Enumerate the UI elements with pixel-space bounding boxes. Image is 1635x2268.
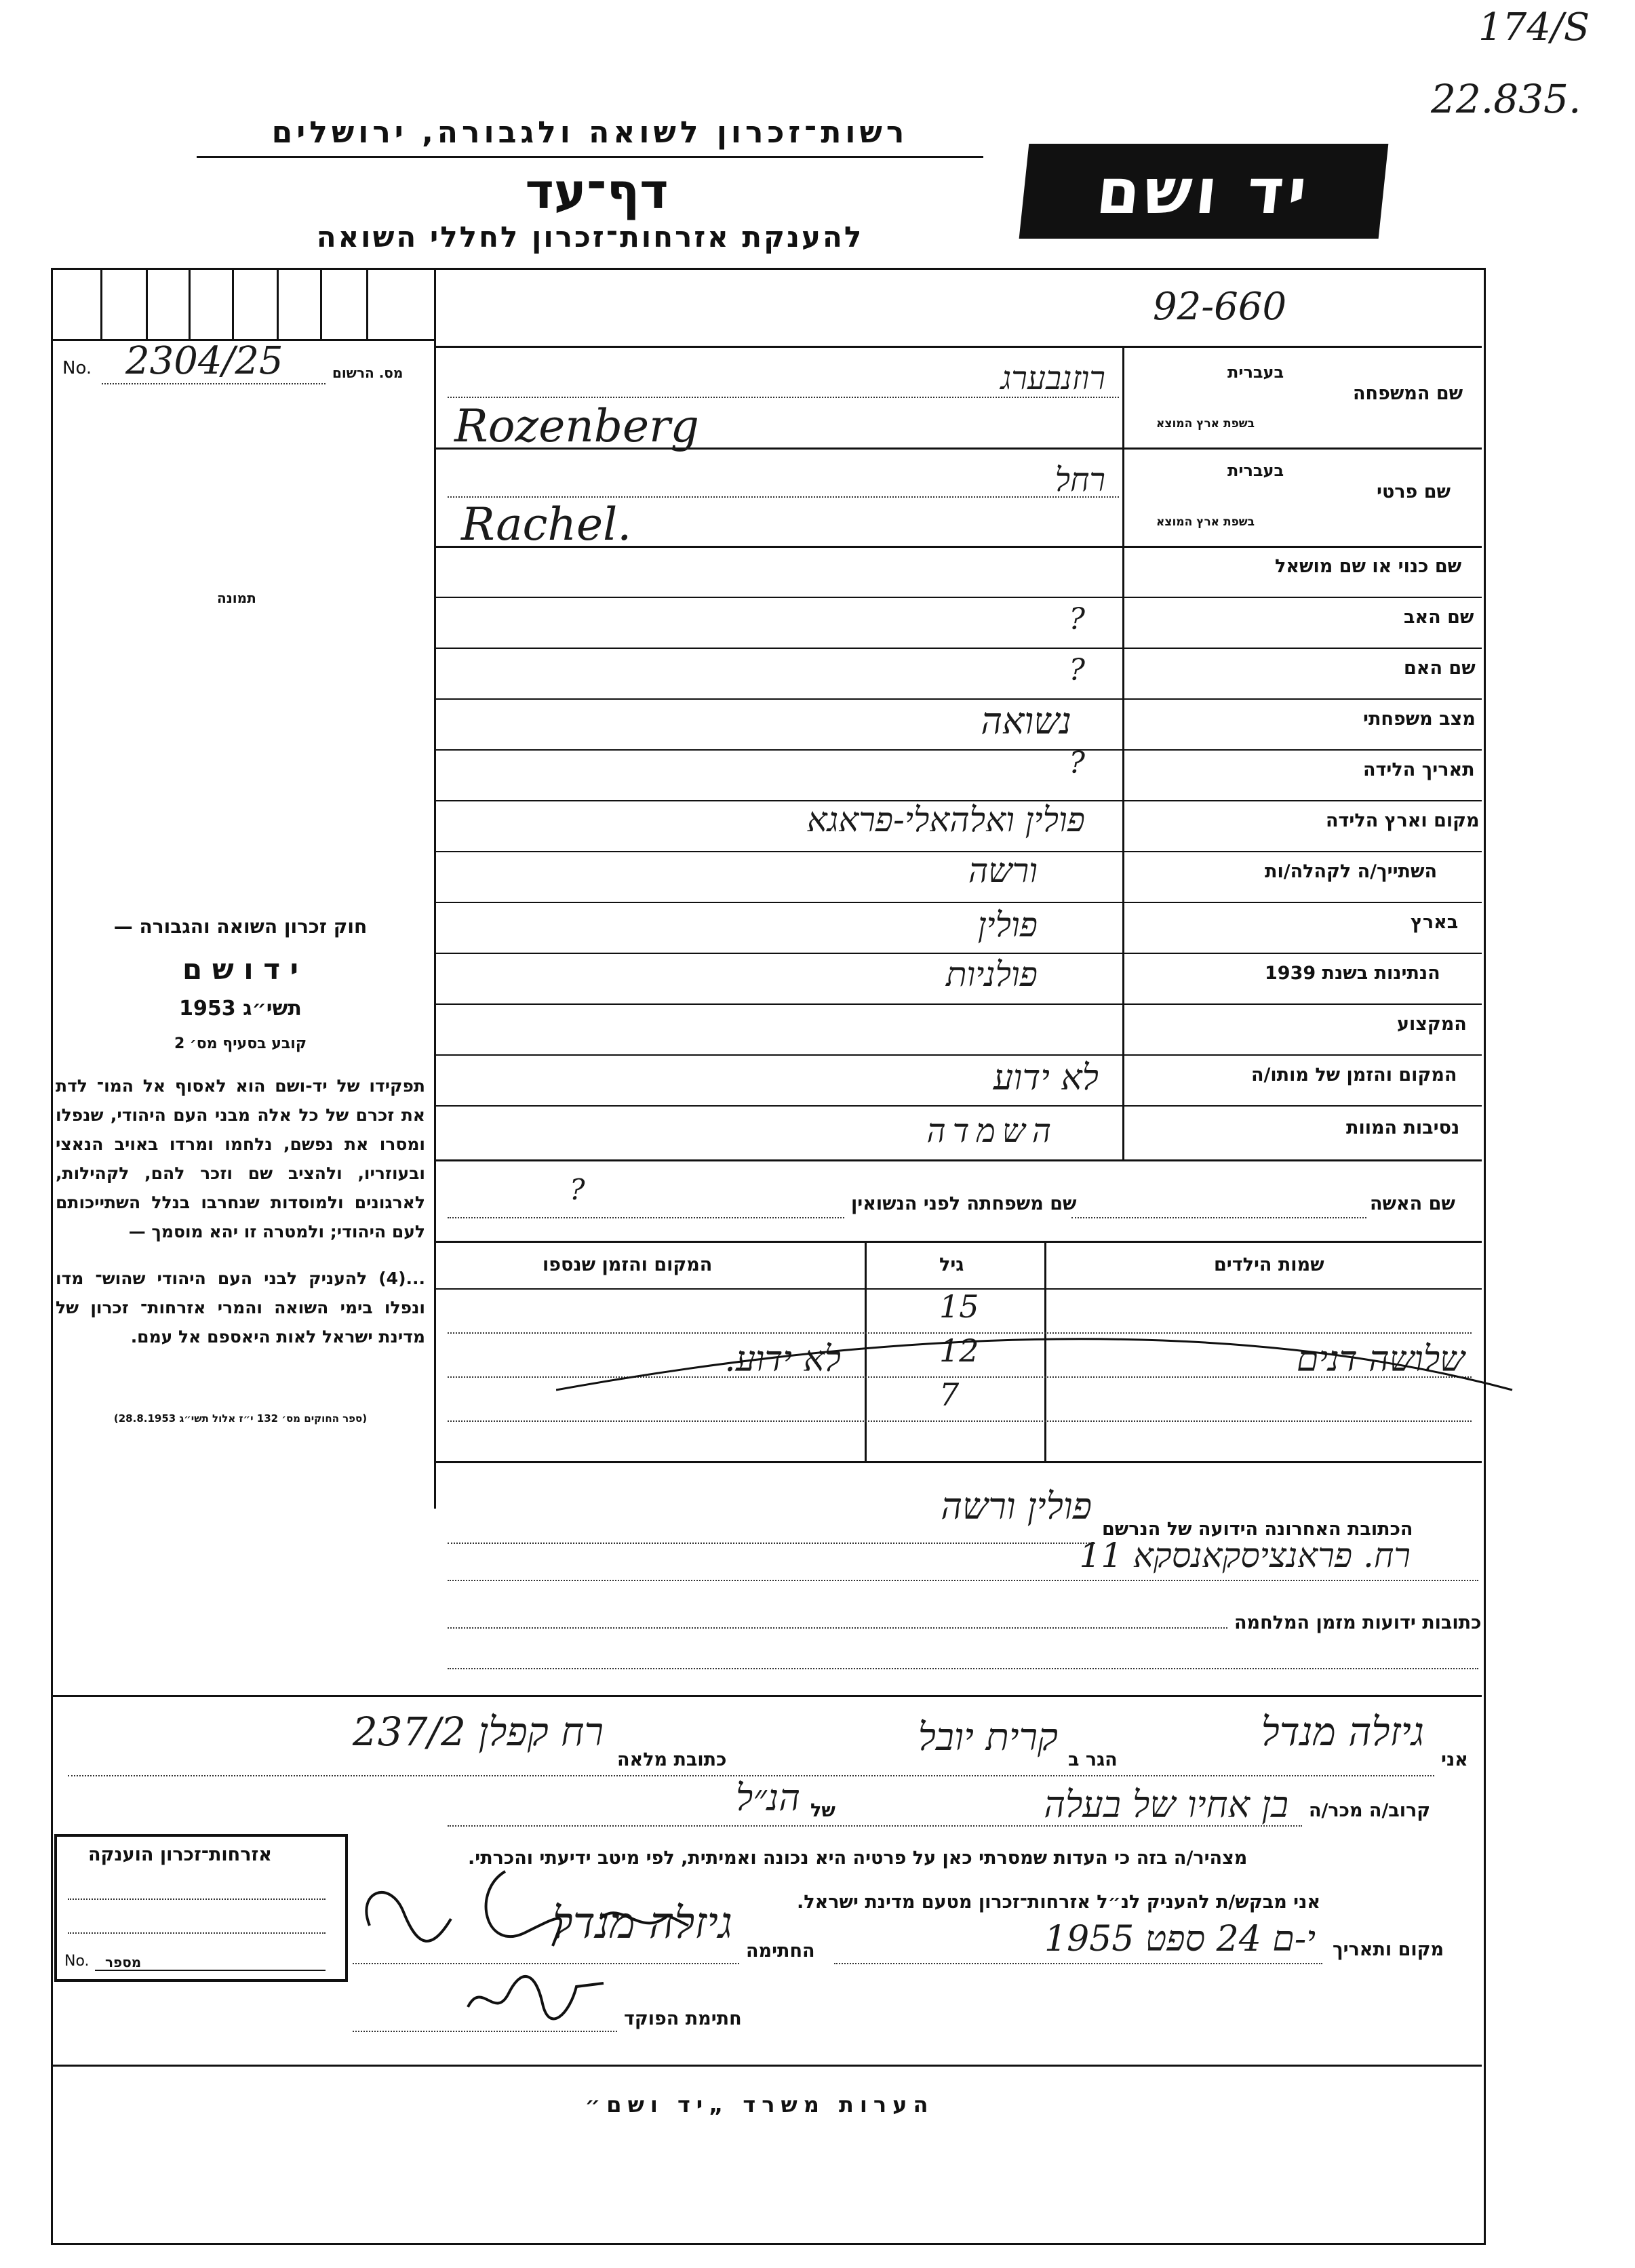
first-name-origin-value: Rachel. [461, 498, 632, 551]
law-heading: חוק זכרון השואה והגבורה — [113, 915, 368, 938]
resides-value: קרית יובל [918, 1715, 1058, 1759]
office-notes-heading: הערות משרד „יד ושם״ [585, 2092, 934, 2117]
country-label: בארץ [1411, 912, 1459, 933]
family-name-label: שם המשפחה [1353, 383, 1463, 404]
officer-signature-label: חתימת הפוקד [624, 2008, 742, 2029]
birth-date-value: ? [1069, 746, 1085, 780]
marital-status-label: מצב משפחתי [1363, 709, 1476, 730]
birth-date-label: תאריך הלידה [1363, 759, 1475, 780]
wartime-addresses-label: כתובות ידועות מזמן המלחמה [1234, 1612, 1482, 1633]
grant-box-title: אזרחות־זכרון הוענקה [88, 1844, 272, 1865]
officer-signature [461, 1966, 610, 2027]
last-address-line-2: רח. פראנציסקאנסקא 11 [1079, 1536, 1411, 1575]
declaration-statement-2: אני מבקש/ת להעניק לנ״ל אזרחות־זכרון מטעם מדינת ישראל. [797, 1892, 1321, 1913]
of-value: הנ״ל [736, 1776, 800, 1819]
mother-name-label: שם האם [1404, 658, 1476, 679]
law-paragraph-1: תפקידו של יד-ושם הוא לאסוף אל המו־ לדת את זכרם של כל אלה מבני העם היהודי, שנפלו ומסרו את נפשם, נלחמו ומרדו באויב הנאצי ובעוזריו, ולהציב שם וזכר להם, לקהילות, לארגונים ולמוסדות שנחרבו בנלל השתייכותם לעם היהודי; ולמטרה זו יהא מוסמך — [56, 1076, 425, 1241]
declarant-name: גיזלה מנדל [1261, 1709, 1424, 1755]
place-date-value: י-ם 24 ספט 1955 [1044, 1919, 1316, 1959]
law-citation: (ספר החוקים מס׳ 132 י״ז אלול תשי״ג 28.8.1953) [113, 1412, 368, 1425]
archive-number: 174/S [1478, 5, 1590, 49]
father-name-value: ? [1069, 602, 1085, 637]
first-name-hebrew-value: רחל [1055, 461, 1105, 499]
registration-number: 2304/25 [125, 339, 283, 383]
country-value: פולין [977, 905, 1038, 944]
mother-name-value: ? [1069, 653, 1085, 688]
birth-place-value: פולין ואלהאלי-פראגא [806, 800, 1085, 839]
logo-text: יד ושם [1093, 155, 1314, 228]
nationality-value: פולניות [945, 955, 1038, 994]
law-clause: קובע בסעיף מס׳ 2 [174, 1035, 307, 1052]
last-address-line-1: פולין ורשה [941, 1485, 1092, 1528]
community-label: השתייך/ה לקהלה/ות [1265, 861, 1437, 882]
of-label: של [810, 1800, 835, 1821]
relative-value: בן אחיו של בעלה [1044, 1783, 1288, 1826]
death-place-time-label: המקום והזמן של מותו/ה [1251, 1065, 1457, 1086]
place-date-label: מקום ותאריך [1333, 1939, 1444, 1960]
law-name: י ד ו ש ם [182, 953, 299, 986]
signature-label: החתימה [746, 1941, 815, 1962]
spouse-maiden-label: שם משפחתה לפני הנשואין [851, 1193, 1077, 1214]
archive-number-secondary: 22.835. [1431, 76, 1581, 122]
death-circumstances-value: השמדה [926, 1112, 1058, 1150]
children-place-header: המקום והזמן שנספו [543, 1254, 713, 1275]
first-name-label: שם פרטי [1377, 481, 1451, 502]
law-year: תשי״ג 1953 [179, 997, 302, 1020]
nickname-label: שם כנוי או שם מושאל [1275, 556, 1462, 577]
registration-label-en: No. [62, 358, 92, 378]
child-age-2: 12 [939, 1332, 979, 1369]
family-name-hebrew-value: רוזנבערג [1000, 359, 1105, 397]
declarant-signature-scribble [349, 1851, 702, 1959]
child-age-3: 7 [939, 1376, 960, 1413]
community-value: ורשה [968, 851, 1038, 890]
last-address-label: הכתובת האחרונה הידועה של הנרשם [1102, 1519, 1413, 1540]
form-subtitle: להענקת אזרחות־זכרון לחללי השואה [316, 220, 864, 254]
marital-status-value: נשואה [981, 700, 1071, 742]
yad-vashem-logo [1019, 144, 1389, 239]
registration-label-he: מס. הרשום [332, 365, 403, 381]
law-box [56, 915, 425, 1425]
family-name-hebrew-sublabel: בעברית [1227, 363, 1284, 382]
nationality-label: הנתינות בשנת 1939 [1265, 963, 1440, 984]
family-name-origin-sublabel: בשפת ארץ המוצא [1156, 417, 1255, 431]
child-age-1: 15 [939, 1288, 979, 1325]
signature-value: גיזלה מנדל [552, 1898, 732, 1949]
birth-place-label: מקום וארץ הלידה [1326, 810, 1480, 831]
family-name-origin-value: Rozenberg [454, 400, 699, 452]
spouse-value: ? [570, 1173, 585, 1206]
full-address-label: כתובת מלאה [617, 1749, 727, 1770]
strike-through-line [556, 1302, 1519, 1397]
children-place-value: לא ידוע. [724, 1339, 841, 1380]
form-title: דף־עד [525, 163, 669, 220]
first-name-origin-sublabel: בשפת ארץ המוצא [1156, 515, 1255, 529]
authority-heading: רשות־זכרון לשואה ולגבורה, ירושלים [271, 115, 909, 150]
law-paragraph-2: ...(4) להעניק לבני העם היהודי שהוש־ מדו ונפלו בימי השואה והמרי אזרחות־ זכרון של מדינת ישראל לאות היאספם אל עמם. [56, 1269, 425, 1347]
father-name-label: שם האב [1404, 607, 1474, 628]
spouse-label: שם האשה [1370, 1193, 1455, 1214]
grant-number-label-en: No. [64, 1953, 90, 1970]
first-name-hebrew-sublabel: בעברית [1227, 461, 1284, 480]
profession-label: המקצוע [1397, 1014, 1467, 1035]
declarant-label: אני [1441, 1749, 1468, 1770]
declaration-statement-1: מצהיר/ה בזה כי העדות שמסרתי כאן על פרטיה היא נכונה ואמיתית, לפי מיטב ידיעתי והכרתי. [468, 1848, 1248, 1869]
resides-label: הגר ב [1068, 1749, 1118, 1770]
grant-number-label-he: מספר [105, 1954, 142, 1970]
form-number: 92-660 [1153, 285, 1287, 329]
children-names-header: שמות הילדים [1214, 1254, 1324, 1275]
full-address-value: רח קפלן 237/2 [352, 1709, 604, 1755]
relative-label: קרוב/ה מכר/ה [1309, 1800, 1431, 1821]
children-age-header: גיל [939, 1254, 964, 1275]
death-place-time-value: לא ידוע [993, 1058, 1099, 1098]
death-circumstances-label: נסיבות המוות [1346, 1117, 1460, 1138]
photo-label: תמונה [217, 590, 256, 606]
children-names-value: שלושה דנים [1296, 1339, 1465, 1380]
